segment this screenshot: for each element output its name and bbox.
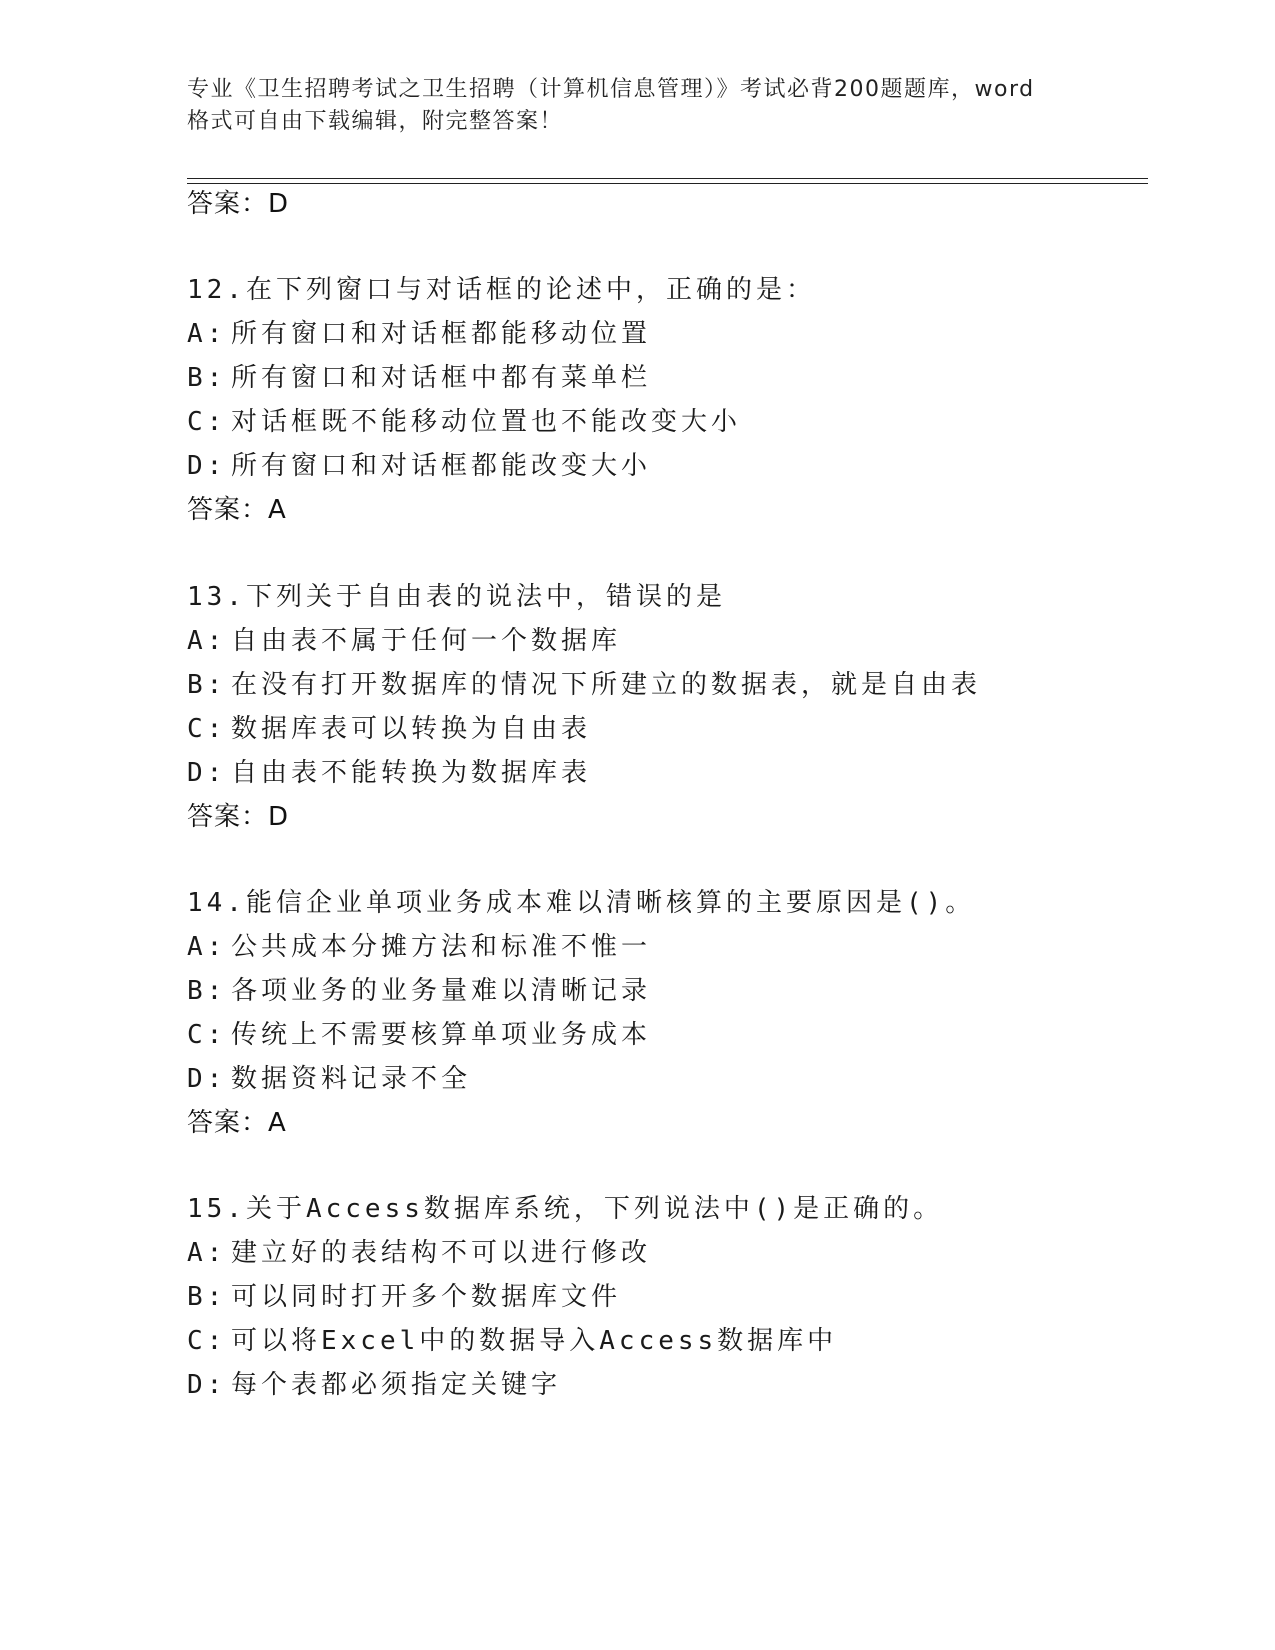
question-15-stem: 15.关于Access数据库系统，下列说法中()是正确的。 [187, 1194, 944, 1224]
option-text: 建立好的表结构不可以进行修改 [231, 1238, 652, 1268]
option-text: 自由表不能转换为数据库表 [231, 758, 592, 788]
option-text: 每个表都必须指定关键字 [231, 1370, 562, 1400]
answer-q14: 答案：A [187, 1108, 287, 1138]
option-text: 可以将Excel中的数据导入Access数据库中 [231, 1326, 838, 1356]
option-letter: D: [187, 1064, 227, 1094]
option-letter: A: [187, 1238, 227, 1268]
option-letter: B: [187, 976, 227, 1006]
question-13-stem: 13.下列关于自由表的说法中，错误的是 [187, 582, 726, 612]
option-text: 自由表不属于任何一个数据库 [231, 626, 622, 656]
option-letter: C: [187, 714, 227, 744]
option-text: 所有窗口和对话框都能移动位置 [231, 319, 652, 349]
question-13-option-c [187, 712, 591, 746]
question-15-option-d [187, 1368, 561, 1402]
option-text: 传统上不需要核算单项业务成本 [231, 1020, 652, 1050]
document-header [187, 74, 1087, 138]
option-letter: D: [187, 451, 227, 481]
option-letter: B: [187, 670, 227, 700]
question-14-option-b [187, 974, 651, 1008]
question-14-option-d [187, 1062, 471, 1096]
question-15-option-b [187, 1280, 621, 1314]
question-12-option-c [187, 405, 741, 439]
question-14-option-a [187, 930, 651, 964]
question-14-stem: 14.能信企业单项业务成本难以清晰核算的主要原因是()。 [187, 888, 976, 918]
option-letter: C: [187, 1326, 227, 1356]
question-12-option-a [187, 317, 651, 351]
question-15-option-c [187, 1324, 837, 1358]
option-text: 数据库表可以转换为自由表 [231, 714, 592, 744]
question-12-option-b [187, 361, 651, 395]
option-letter: C: [187, 407, 227, 437]
header-rule-top [187, 178, 1148, 179]
header-line-2: 格式可自由下载编辑，附完整答案！ [187, 109, 564, 134]
option-text: 数据资料记录不全 [231, 1064, 472, 1094]
option-text: 公共成本分摊方法和标准不惟一 [231, 932, 652, 962]
option-text: 所有窗口和对话框中都有菜单栏 [231, 363, 652, 393]
question-13-option-b [187, 668, 981, 702]
answer-q12: 答案：A [187, 495, 287, 525]
question-12-stem: 12.在下列窗口与对话框的论述中，正确的是： [187, 275, 816, 305]
question-12-option-d [187, 449, 651, 483]
option-letter: D: [187, 1370, 227, 1400]
option-text: 各项业务的业务量难以清晰记录 [231, 976, 652, 1006]
option-text: 所有窗口和对话框都能改变大小 [231, 451, 652, 481]
option-letter: C: [187, 1020, 227, 1050]
question-14-option-c [187, 1018, 651, 1052]
answer-q11: 答案：D [187, 189, 290, 219]
option-text: 对话框既不能移动位置也不能改变大小 [231, 407, 742, 437]
question-13-option-d [187, 756, 591, 790]
header-rule-bottom [187, 183, 1148, 184]
option-letter: A: [187, 932, 227, 962]
option-letter: A: [187, 319, 227, 349]
answer-q13: 答案：D [187, 802, 290, 832]
option-letter: D: [187, 758, 227, 788]
option-letter: B: [187, 1282, 227, 1312]
option-letter: A: [187, 626, 227, 656]
header-line-1: 专业《卫生招聘考试之卫生招聘（计算机信息管理）》考试必背200题题库，word [187, 77, 1035, 102]
option-text: 在没有打开数据库的情况下所建立的数据表，就是自由表 [231, 670, 982, 700]
option-letter: B: [187, 363, 227, 393]
option-text: 可以同时打开多个数据库文件 [231, 1282, 622, 1312]
question-15-option-a [187, 1236, 651, 1270]
question-13-option-a [187, 624, 621, 658]
